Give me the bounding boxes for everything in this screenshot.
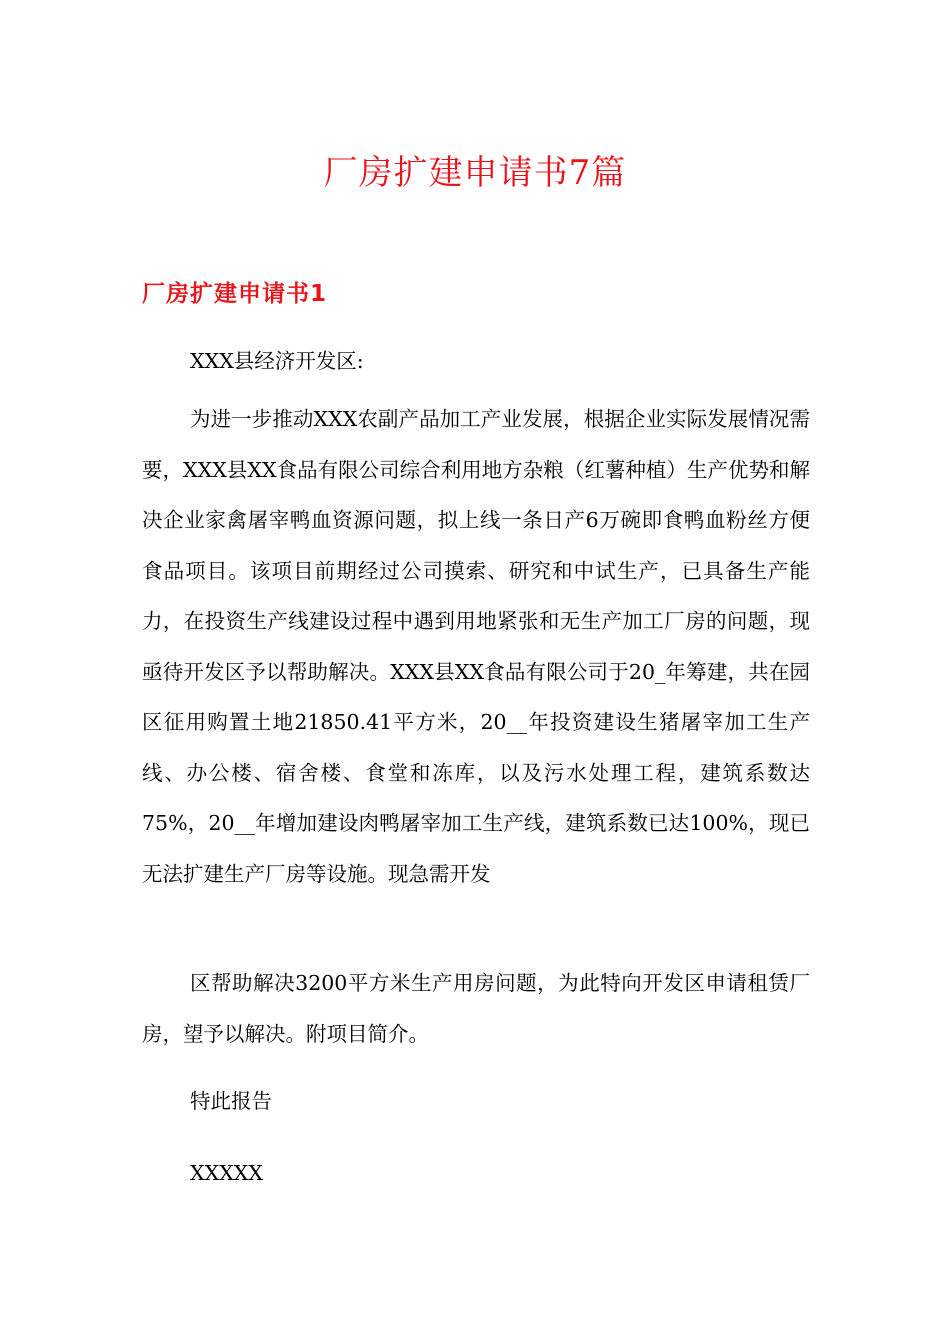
section-heading: 厂房扩建申请书1 xyxy=(142,281,328,307)
body-paragraph-1: 为进一步推动XXX农副产品加工产业发展，根据企业实际发展情况需要，XXX县XX食品有限公司综合利用地方杂粮（红薯种植）生产优势和解决企业家禽屠宰鸭血资源问题，拟上线一条日产6万碗即食鸭血粉丝方便食品项目。该项目前期经过公司摸索、研究和中试生产，已具备生产能力，在投资生产线建设过程中遇到用地紧张和无生产加工厂房的问题，现亟待开发区予以帮助解决。XXX县XX食品有限公司于20_年筹建，共在园区征用购置土地21850.41平方米，20__年投资建设生猪屠宰加工生产线、办公楼、宿舍楼、食堂和冻库，以及污水处理工程，建筑系数达75%，20__年增加建设肉鸭屠宰加工生产线，建筑系数已达100%，现已无法扩建生产厂房等设施。现急需开发 xyxy=(142,407,810,886)
signature: XXXXX xyxy=(190,1161,263,1185)
closing-line: 特此报告 xyxy=(190,1089,272,1113)
body-paragraph-2: 区帮助解决3200平方米生产用房问题，为此特向开发区申请租赁厂房，望予以解决。附项目简介。 xyxy=(142,971,810,1046)
salutation: XXX县经济开发区: xyxy=(190,349,364,373)
document-title: 厂房扩建申请书7篇 xyxy=(323,153,627,193)
